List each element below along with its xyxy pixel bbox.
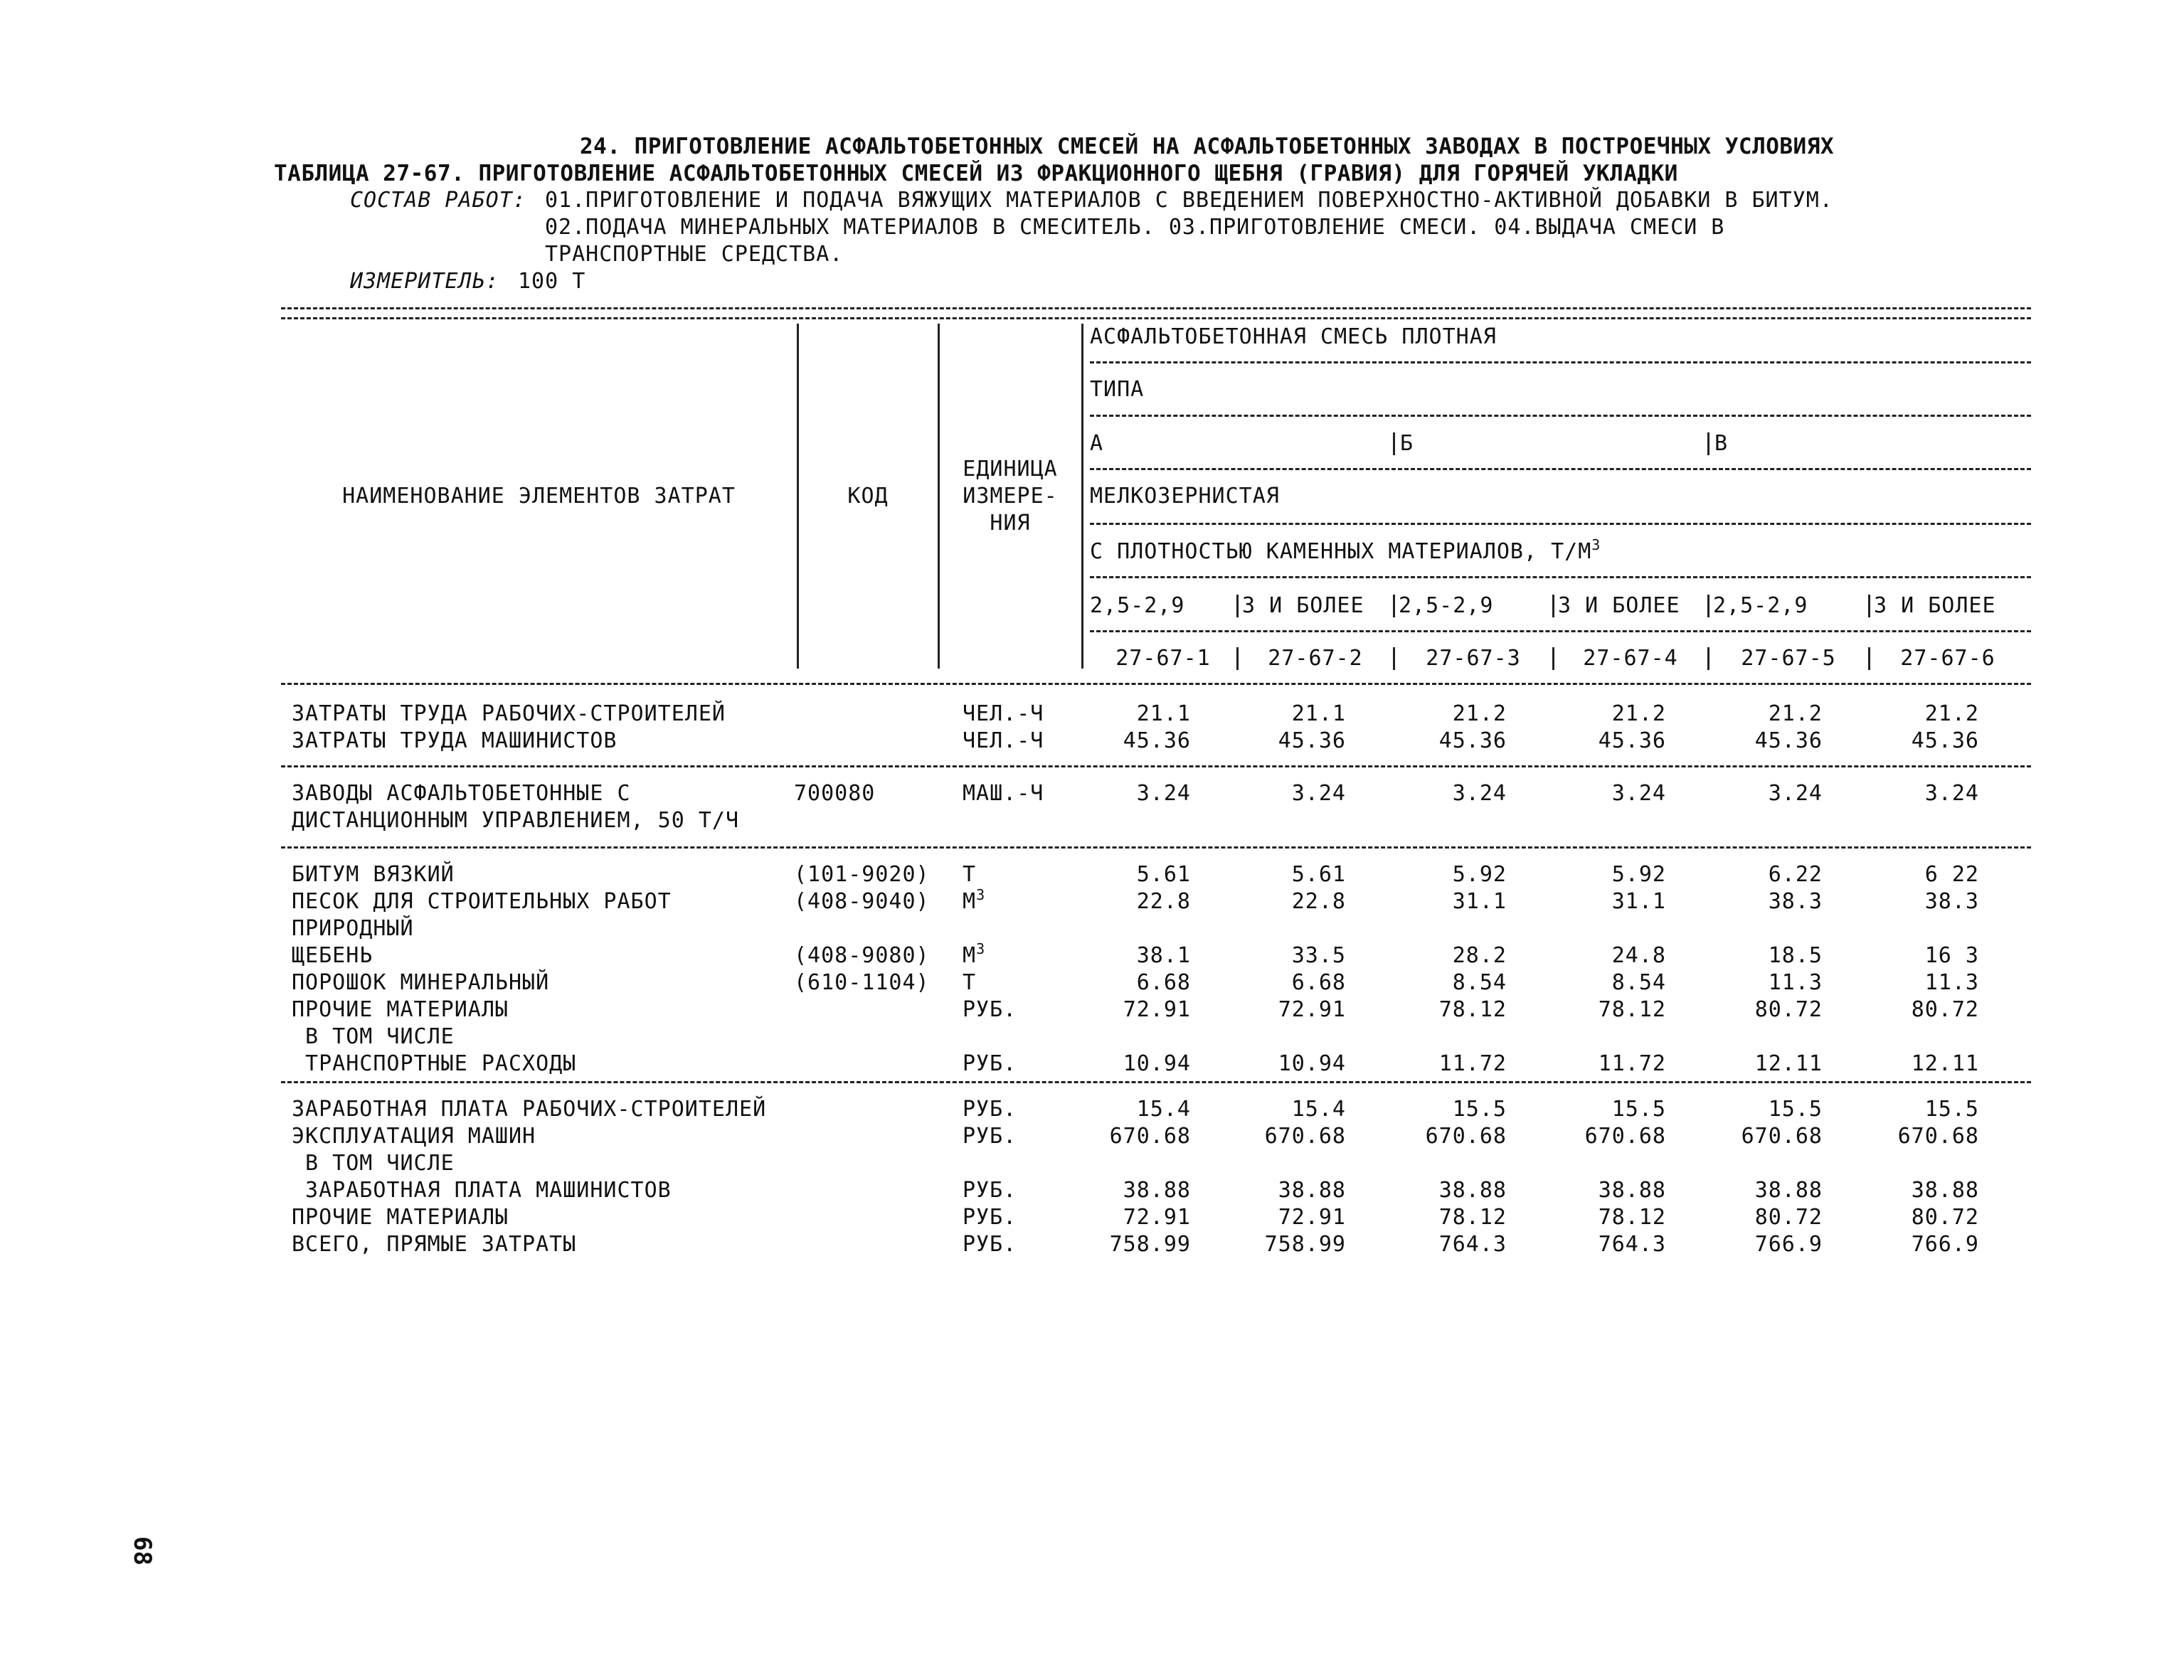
work-label: СОСТАВ РАБОТ: xyxy=(350,188,526,213)
row-value: 8.54 xyxy=(1452,970,1507,995)
row-name: ПЕСОК ДЛЯ СТРОИТЕЛЬНЫХ РАБОТ xyxy=(292,889,672,914)
row-value: 78.12 xyxy=(1438,1205,1507,1230)
code-1: 27-67-1 xyxy=(1115,646,1211,671)
row-value: 766.9 xyxy=(1911,1232,1979,1257)
column-divider xyxy=(1393,432,1395,455)
row-value: 33.5 xyxy=(1291,943,1346,968)
header-grain: МЕЛКОЗЕРНИСТАЯ xyxy=(1090,484,1280,509)
column-divider xyxy=(1707,595,1709,617)
column-divider xyxy=(1868,595,1870,617)
row-value: 8.54 xyxy=(1611,970,1666,995)
row-value: 12.11 xyxy=(1754,1051,1823,1076)
header-type-v: В xyxy=(1714,431,1729,456)
header-unit-1: ЕДИНИЦА xyxy=(963,457,1058,482)
row-value: 72.91 xyxy=(1278,1205,1346,1230)
row-value: 38.88 xyxy=(1598,1178,1666,1203)
row-value: 670.68 xyxy=(1109,1124,1191,1149)
row-name: ЩЕБЕНЬ xyxy=(292,943,373,968)
rule xyxy=(1090,468,2031,470)
row-value: 11.3 xyxy=(1768,970,1823,995)
row-value: 11.72 xyxy=(1438,1051,1507,1076)
density-5: 2,5-2,9 xyxy=(1713,593,1808,618)
row-value: 45.36 xyxy=(1911,728,1979,753)
row-value: 15.5 xyxy=(1611,1097,1666,1122)
rule xyxy=(1090,415,2031,417)
row-value: 31.1 xyxy=(1611,889,1666,914)
row-unit: ЧЕЛ.-Ч xyxy=(963,701,1044,726)
rule xyxy=(1090,630,2031,632)
section-title: 24. ПРИГОТОВЛЕНИЕ АСФАЛЬТОБЕТОННЫХ СМЕСЕЙ НА АСФАЛЬТОБЕТОННЫХ ЗАВОДАХ В ПОСТРОЕЧНЫХ УСЛОВИЯХ xyxy=(580,134,1835,159)
row-unit: МАШ.-Ч xyxy=(963,781,1044,806)
density-4: 3 И БОЛЕЕ xyxy=(1558,593,1680,618)
row-value: 11.72 xyxy=(1598,1051,1666,1076)
row-unit: $М^3$ xyxy=(963,886,986,914)
row-value: 3.24 xyxy=(1924,781,1979,806)
row-value: 22.8 xyxy=(1136,889,1191,914)
row-name: ЗАРАБОТНАЯ ПЛАТА РАБОЧИХ-СТРОИТЕЛЕЙ xyxy=(292,1097,767,1122)
row-value: 670.68 xyxy=(1264,1124,1346,1149)
measure-value: 100 Т xyxy=(518,269,586,294)
code-4: 27-67-4 xyxy=(1583,646,1678,671)
row-name: ПОРОШОК МИНЕРАЛЬНЫЙ xyxy=(292,970,550,995)
row-value: 72.91 xyxy=(1278,997,1346,1022)
row-value: 78.12 xyxy=(1598,997,1666,1022)
row-value: 21.2 xyxy=(1452,701,1507,726)
rule xyxy=(281,307,2031,309)
row-value: 45.36 xyxy=(1754,728,1823,753)
row-value: 38.88 xyxy=(1438,1178,1507,1203)
row-value: 15.5 xyxy=(1768,1097,1823,1122)
rule xyxy=(1090,361,2031,363)
row-name: ПРОЧИЕ МАТЕРИАЛЫ xyxy=(292,997,509,1022)
row-value: 31.1 xyxy=(1452,889,1507,914)
row-value: 38.88 xyxy=(1911,1178,1979,1203)
row-value: 45.36 xyxy=(1598,728,1666,753)
row-value: 38.88 xyxy=(1123,1178,1191,1203)
row-value: 12.11 xyxy=(1911,1051,1979,1076)
row-value: 6.22 xyxy=(1768,862,1823,887)
work-line-3: ТРАНСПОРТНЫЕ СРЕДСТВА. xyxy=(545,242,844,267)
code-5: 27-67-5 xyxy=(1741,646,1836,671)
row-unit: РУБ. xyxy=(963,1178,1017,1203)
rule xyxy=(281,683,2031,685)
row-value: 766.9 xyxy=(1754,1232,1823,1257)
row-value: 5.92 xyxy=(1452,862,1507,887)
row-name: ТРАНСПОРТНЫЕ РАСХОДЫ xyxy=(292,1051,577,1076)
row-value: 3.24 xyxy=(1136,781,1191,806)
row-value: 45.36 xyxy=(1278,728,1346,753)
row-value: 28.2 xyxy=(1452,943,1507,968)
row-value: 80.72 xyxy=(1754,1205,1823,1230)
row-name: ПРОЧИЕ МАТЕРИАЛЫ xyxy=(292,1205,509,1230)
row-value: 670.68 xyxy=(1741,1124,1823,1149)
row-value: 10.94 xyxy=(1123,1051,1191,1076)
row-name: ВСЕГО, ПРЯМЫЕ ЗАТРАТЫ xyxy=(292,1232,577,1257)
header-unit-2: ИЗМЕРЕ- xyxy=(963,484,1058,509)
row-unit: РУБ. xyxy=(963,1232,1017,1257)
header-type-b: Б xyxy=(1400,431,1414,456)
row-code: 700080 xyxy=(794,781,876,806)
row-unit: $М^3$ xyxy=(963,940,986,968)
row-value: 758.99 xyxy=(1264,1232,1346,1257)
header-type-a: А xyxy=(1090,431,1104,456)
row-value: 80.72 xyxy=(1911,1205,1979,1230)
rule xyxy=(1090,523,2031,525)
row-name: ДИСТАНЦИОННЫМ УПРАВЛЕНИЕМ, 50 Т/Ч xyxy=(292,808,740,833)
row-value: 78.12 xyxy=(1438,997,1507,1022)
row-unit: ЧЕЛ.-Ч xyxy=(963,728,1044,753)
row-value: 45.36 xyxy=(1438,728,1507,753)
row-value: 38.3 xyxy=(1924,889,1979,914)
column-divider xyxy=(1236,595,1239,617)
row-value: 21.2 xyxy=(1611,701,1666,726)
row-unit: РУБ. xyxy=(963,1097,1017,1122)
row-value: 78.12 xyxy=(1598,1205,1666,1230)
row-code: (101-9020) xyxy=(794,862,930,887)
row-value: 670.68 xyxy=(1897,1124,1979,1149)
density-6: 3 И БОЛЕЕ xyxy=(1874,593,1996,618)
row-unit: РУБ. xyxy=(963,1205,1017,1230)
row-value: 18.5 xyxy=(1768,943,1823,968)
row-name: ЭКСПЛУАТАЦИЯ МАШИН xyxy=(292,1124,536,1149)
row-value: 3.24 xyxy=(1452,781,1507,806)
row-value: 764.3 xyxy=(1598,1232,1666,1257)
row-code: (408-9080) xyxy=(794,943,930,968)
row-value: 38.3 xyxy=(1768,889,1823,914)
row-unit: РУБ. xyxy=(963,997,1017,1022)
row-value: 38.88 xyxy=(1278,1178,1346,1203)
header-mix: АСФАЛЬТОБЕТОННАЯ СМЕСЬ ПЛОТНАЯ xyxy=(1090,324,1497,349)
row-name: ЗАТРАТЫ ТРУДА МАШИНИСТОВ xyxy=(292,728,617,753)
row-unit: Т xyxy=(963,862,977,887)
row-value: 6.68 xyxy=(1136,970,1191,995)
row-name: ЗАТРАТЫ ТРУДА РАБОЧИХ-СТРОИТЕЛЕЙ xyxy=(292,701,726,726)
row-value: 21.1 xyxy=(1136,701,1191,726)
row-value: 6.68 xyxy=(1291,970,1346,995)
code-3: 27-67-3 xyxy=(1426,646,1521,671)
table-title: ТАБЛИЦА 27-67. ПРИГОТОВЛЕНИЕ АСФАЛЬТОБЕТОННЫХ СМЕСЕЙ ИЗ ФРАКЦИОННОГО ЩЕБНЯ (ГРАВИЯ) ДЛЯ ГОРЯЧЕЙ УКЛАДКИ xyxy=(274,161,1678,186)
column-divider xyxy=(1552,595,1554,617)
row-value: 24.8 xyxy=(1611,943,1666,968)
rule xyxy=(281,846,2031,849)
row-value: 21.1 xyxy=(1291,701,1346,726)
row-value: 21.2 xyxy=(1924,701,1979,726)
code-2: 27-67-2 xyxy=(1268,646,1363,671)
density-2: 3 И БОЛЕЕ xyxy=(1242,593,1364,618)
row-name: БИТУМ ВЯЗКИЙ xyxy=(292,862,455,887)
rule xyxy=(281,765,2031,767)
row-value: 38.1 xyxy=(1136,943,1191,968)
work-line-1: 01.ПРИГОТОВЛЕНИЕ И ПОДАЧА ВЯЖУЩИХ МАТЕРИАЛОВ С ВВЕДЕНИЕМ ПОВЕРХНОСТНО-АКТИВНОЙ ДОБАВКИ В БИТУМ. xyxy=(545,188,1833,213)
row-value: 764.3 xyxy=(1438,1232,1507,1257)
row-code: (408-9040) xyxy=(794,889,930,914)
measure-label: ИЗМЕРИТЕЛЬ: xyxy=(350,269,499,294)
row-value: 15.5 xyxy=(1924,1097,1979,1122)
row-value: 5.61 xyxy=(1136,862,1191,887)
row-name: ЗАВОДЫ АСФАЛЬТОБЕТОННЫЕ С xyxy=(292,781,631,806)
row-value: 16 3 xyxy=(1924,943,1979,968)
row-name: В ТОМ ЧИСЛЕ xyxy=(292,1151,455,1176)
work-line-2: 02.ПОДАЧА МИНЕРАЛЬНЫХ МАТЕРИАЛОВ В СМЕСИТЕЛЬ. 03.ПРИГОТОВЛЕНИЕ СМЕСИ. 04.ВЫДАЧА СМЕСИ В xyxy=(545,215,1725,240)
code-6: 27-67-6 xyxy=(1900,646,1995,671)
row-code: (610-1104) xyxy=(794,970,930,995)
row-unit: РУБ. xyxy=(963,1051,1017,1076)
column-divider xyxy=(1081,324,1083,669)
rule xyxy=(281,317,2031,319)
row-value: 22.8 xyxy=(1291,889,1346,914)
row-value: 10.94 xyxy=(1278,1051,1346,1076)
column-divider xyxy=(1707,432,1709,455)
row-value: 670.68 xyxy=(1425,1124,1507,1149)
rule xyxy=(1090,576,2031,578)
row-value: 758.99 xyxy=(1109,1232,1191,1257)
row-value: 72.91 xyxy=(1123,997,1191,1022)
row-name: ЗАРАБОТНАЯ ПЛАТА МАШИНИСТОВ xyxy=(292,1178,672,1203)
column-divider xyxy=(1393,595,1395,617)
header-type: ТИПА xyxy=(1090,377,1145,402)
row-value: 45.36 xyxy=(1123,728,1191,753)
header-code: КОД xyxy=(847,484,889,509)
row-value: 15.4 xyxy=(1291,1097,1346,1122)
row-value: 6 22 xyxy=(1924,862,1979,887)
header-unit-3: НИЯ xyxy=(990,511,1031,536)
row-value: 21.2 xyxy=(1768,701,1823,726)
row-value: 11.3 xyxy=(1924,970,1979,995)
density-1: 2,5-2,9 xyxy=(1090,593,1185,618)
header-density: С ПЛОТНОСТЬЮ КАМЕННЫХ МАТЕРИАЛОВ, $Т/М^3$ xyxy=(1090,536,1601,564)
row-value: 3.24 xyxy=(1768,781,1823,806)
row-value: 3.24 xyxy=(1291,781,1346,806)
row-value: 5.61 xyxy=(1291,862,1346,887)
row-value: 15.4 xyxy=(1136,1097,1191,1122)
row-value: 80.72 xyxy=(1754,997,1823,1022)
row-name: В ТОМ ЧИСЛЕ xyxy=(292,1024,455,1049)
row-value: 38.88 xyxy=(1754,1178,1823,1203)
rule xyxy=(281,1081,2031,1083)
row-value: 15.5 xyxy=(1452,1097,1507,1122)
header-name: НАИМЕНОВАНИЕ ЭЛЕМЕНТОВ ЗАТРАТ xyxy=(342,484,736,509)
row-value: 80.72 xyxy=(1911,997,1979,1022)
row-value: 72.91 xyxy=(1123,1205,1191,1230)
row-value: 5.92 xyxy=(1611,862,1666,887)
row-unit: Т xyxy=(963,970,977,995)
page-number: 68 xyxy=(128,1536,157,1565)
row-name: ПРИРОДНЫЙ xyxy=(292,916,414,941)
density-3: 2,5-2,9 xyxy=(1399,593,1494,618)
row-unit: РУБ. xyxy=(963,1124,1017,1149)
row-value: 670.68 xyxy=(1584,1124,1666,1149)
row-value: 3.24 xyxy=(1611,781,1666,806)
